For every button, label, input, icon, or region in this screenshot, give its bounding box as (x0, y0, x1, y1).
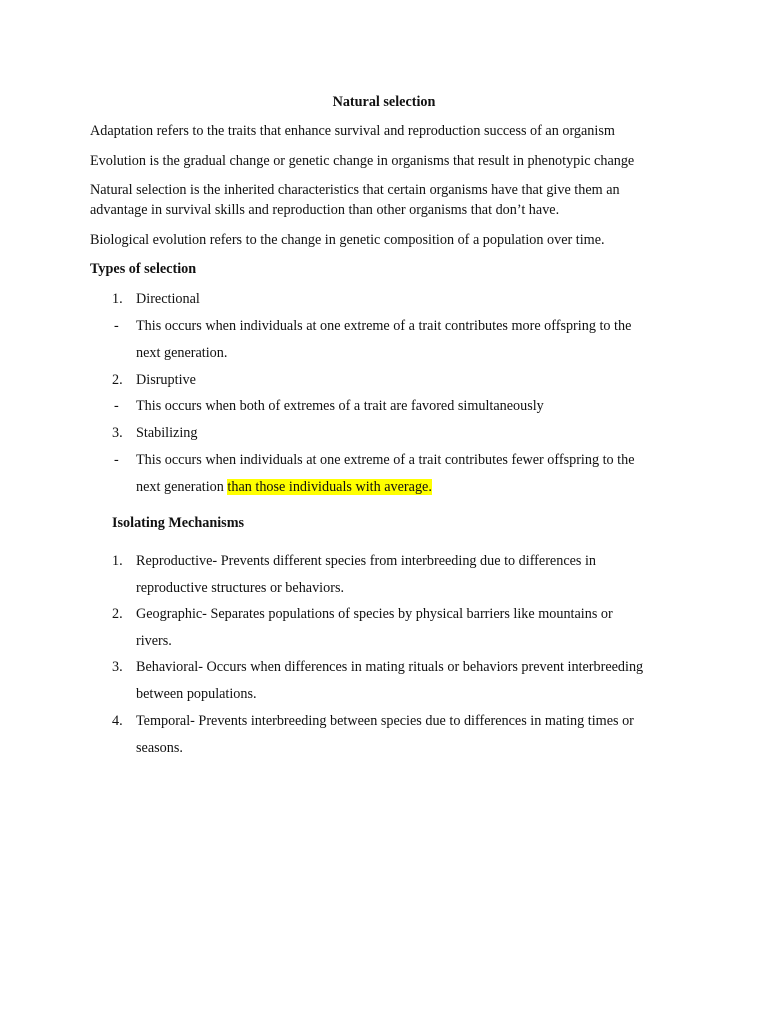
paragraph-adaptation: Adaptation refers to the traits that enhance survival and reproduction success of an organism (90, 123, 615, 139)
reproductive-mechanism-line-2: reproductive structures or behaviors. (136, 580, 345, 596)
geographic-mechanism-line-1: Geographic- Separates populations of species by physical barriers like mountains or (136, 606, 613, 622)
stabilizing-description-text: next generation (136, 479, 228, 495)
reproductive-mechanism-line-1: Reproductive- Prevents different species from interbreeding due to differences in (136, 553, 597, 569)
temporal-mechanism-line-1: Temporal- Prevents interbreeding between species due to differences in mating times or (136, 713, 634, 729)
list-number: 3. (112, 659, 123, 675)
directional-description-line-2: next generation. (136, 345, 228, 361)
directional-description-line-1: This occurs when individuals at one extreme of a trait contributes more offspring to the (136, 318, 632, 334)
paragraph-natural-selection-line-2: advantage in survival skills and reproduction than other organisms that don’t have. (90, 202, 560, 218)
list-number: 1. (112, 291, 123, 307)
list-number: 3. (112, 425, 123, 441)
list-number: 1. (112, 553, 123, 569)
paragraph-evolution: Evolution is the gradual change or genetic change in organisms that result in phenotypic change (90, 153, 635, 169)
behavioral-mechanism-line-2: between populations. (136, 686, 257, 702)
document-title: Natural selection (332, 94, 436, 110)
list-number: 2. (112, 372, 123, 388)
disruptive-description: This occurs when both of extremes of a trait are favored simultaneously (136, 398, 544, 414)
temporal-mechanism-line-2: seasons. (136, 740, 183, 756)
list-dash: - (114, 398, 119, 414)
paragraph-biological-evolution: Biological evolution refers to the change in genetic composition of a population over time. (90, 232, 605, 248)
list-dash: - (114, 318, 119, 334)
list-number: 4. (112, 713, 123, 729)
paragraph-natural-selection-line-1: Natural selection is the inherited characteristics that certain organisms have that give them an (90, 182, 620, 198)
highlighted-text: than those individuals with average. (227, 479, 432, 495)
selection-type-disruptive: Disruptive (136, 372, 196, 388)
list-dash: - (114, 452, 119, 468)
list-number: 2. (112, 606, 123, 622)
isolating-mechanisms-heading: Isolating Mechanisms (112, 515, 245, 531)
selection-type-directional: Directional (136, 291, 200, 307)
behavioral-mechanism-line-1: Behavioral- Occurs when differences in mating rituals or behaviors prevent interbreeding (136, 659, 644, 675)
selection-type-stabilizing: Stabilizing (136, 425, 198, 441)
stabilizing-description-line-2 (136, 479, 432, 496)
geographic-mechanism-line-2: rivers. (136, 633, 172, 649)
types-of-selection-heading: Types of selection (90, 261, 197, 277)
stabilizing-description-line-1: This occurs when individuals at one extreme of a trait contributes fewer offspring to the (136, 452, 635, 468)
